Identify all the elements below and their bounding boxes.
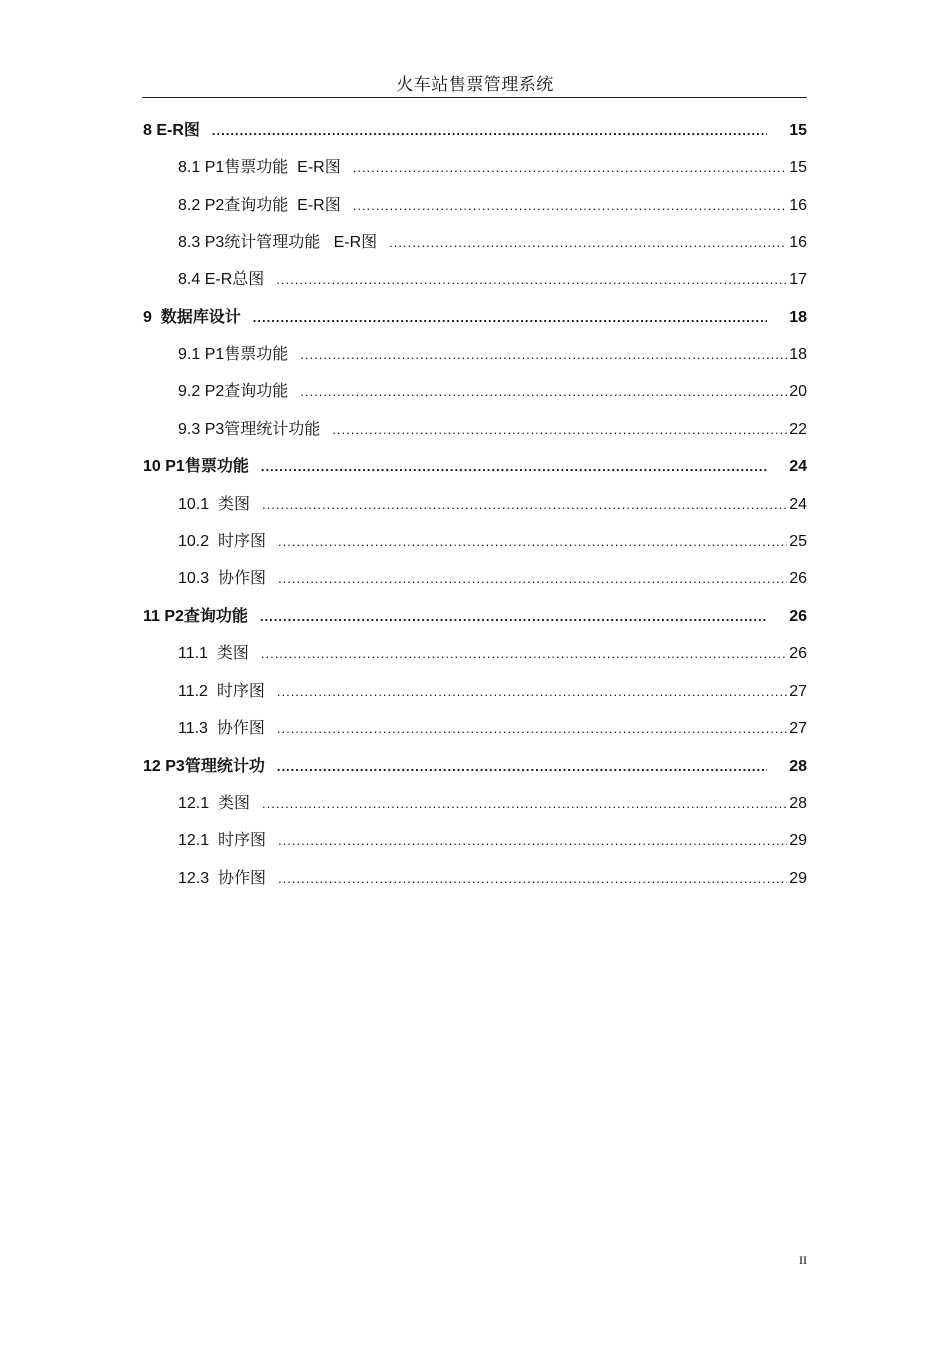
toc-entry[interactable] bbox=[178, 792, 807, 816]
toc-entry-page: 16 bbox=[789, 234, 807, 251]
toc-entry-label: 8.1 P1售票功能 E-R图 bbox=[178, 159, 341, 176]
toc-entry-label: 12.1 时序图 bbox=[178, 832, 267, 849]
dot-leader bbox=[300, 343, 787, 367]
toc-entry-label: 8.4 E-R总图 bbox=[178, 271, 265, 288]
header-rule bbox=[142, 97, 807, 98]
toc-entry[interactable] bbox=[178, 380, 807, 404]
toc-entry-label: 9 数据库设计 bbox=[143, 309, 241, 326]
toc-entry-label: 12.1 类图 bbox=[178, 795, 251, 812]
toc-entry-page: 24 bbox=[789, 458, 807, 475]
dot-leader bbox=[260, 605, 767, 629]
toc-entry-label: 11 P2查询功能 bbox=[143, 608, 248, 625]
toc-entry-label: 10.2 时序图 bbox=[178, 533, 267, 550]
toc-entry-page: 15 bbox=[789, 159, 807, 176]
dot-leader bbox=[262, 493, 787, 517]
toc-entry-label: 9.2 P2查询功能 bbox=[178, 383, 289, 400]
toc-entry-page: 28 bbox=[789, 795, 807, 812]
dot-leader bbox=[277, 717, 787, 741]
dot-leader bbox=[353, 194, 787, 218]
dot-leader bbox=[277, 755, 767, 779]
toc-entry-label: 8 E-R图 bbox=[143, 122, 200, 139]
dot-leader bbox=[300, 380, 787, 404]
toc-entry-label: 11.2 时序图 bbox=[178, 683, 265, 700]
toc-entry[interactable] bbox=[178, 829, 807, 853]
toc-entry[interactable] bbox=[178, 493, 807, 517]
toc-entry-label: 11.1 类图 bbox=[178, 645, 249, 662]
toc-entry[interactable] bbox=[143, 455, 807, 479]
toc-entry-label: 8.2 P2查询功能 E-R图 bbox=[178, 197, 341, 214]
toc-entry-page: 29 bbox=[789, 832, 807, 849]
dot-leader bbox=[212, 119, 767, 143]
toc-entry-page: 20 bbox=[789, 383, 807, 400]
toc-entry-page: 18 bbox=[789, 309, 807, 326]
toc-entry[interactable] bbox=[178, 530, 807, 554]
toc-entry[interactable] bbox=[178, 717, 807, 741]
toc-entry-page: 27 bbox=[789, 720, 807, 737]
toc-entry-page: 26 bbox=[789, 608, 807, 625]
toc-entry-page: 22 bbox=[789, 421, 807, 438]
toc-entry-page: 26 bbox=[789, 645, 807, 662]
toc-entry[interactable] bbox=[178, 867, 807, 891]
toc-entry-label: 9.3 P3管理统计功能 bbox=[178, 421, 321, 438]
toc-entry[interactable] bbox=[178, 680, 807, 704]
toc-entry[interactable] bbox=[178, 642, 807, 666]
toc-entry[interactable] bbox=[143, 605, 807, 629]
toc-entry-label: 8.3 P3统计管理功能 E-R图 bbox=[178, 234, 378, 251]
toc-entry-page: 28 bbox=[789, 758, 807, 775]
page-header-title: 火车站售票管理系统 bbox=[396, 75, 554, 94]
toc-entry-page: 24 bbox=[789, 496, 807, 513]
toc-entry[interactable] bbox=[178, 231, 807, 255]
dot-leader bbox=[261, 642, 787, 666]
toc-entry-page: 29 bbox=[789, 870, 807, 887]
toc-entry-label: 10 P1售票功能 bbox=[143, 458, 249, 475]
toc-entry-label: 12.3 协作图 bbox=[178, 870, 267, 887]
toc-entry[interactable] bbox=[178, 156, 807, 180]
dot-leader bbox=[261, 455, 767, 479]
toc-entry-page: 27 bbox=[789, 683, 807, 700]
toc-entry-page: 26 bbox=[789, 570, 807, 587]
toc-entry[interactable] bbox=[143, 306, 807, 330]
dot-leader bbox=[332, 418, 787, 442]
dot-leader bbox=[276, 268, 787, 292]
toc-entry-label: 9.1 P1售票功能 bbox=[178, 346, 289, 363]
toc-entry[interactable] bbox=[178, 194, 807, 218]
dot-leader bbox=[277, 680, 787, 704]
toc-entry-page: 25 bbox=[789, 533, 807, 550]
page-number: II bbox=[799, 1253, 807, 1267]
dot-leader bbox=[262, 792, 787, 816]
dot-leader bbox=[278, 567, 787, 591]
toc-entry-page: 16 bbox=[789, 197, 807, 214]
toc-entry[interactable] bbox=[143, 119, 807, 143]
toc-entry-label: 10.1 类图 bbox=[178, 496, 251, 513]
toc-entry[interactable] bbox=[178, 567, 807, 591]
toc-entry[interactable] bbox=[178, 268, 807, 292]
dot-leader bbox=[353, 156, 787, 180]
toc-entry-label: 11.3 协作图 bbox=[178, 720, 265, 737]
toc-entry[interactable] bbox=[143, 755, 807, 779]
toc-entry-page: 15 bbox=[789, 122, 807, 139]
toc-entry-page: 17 bbox=[789, 271, 807, 288]
toc-entry-label: 10.3 协作图 bbox=[178, 570, 267, 587]
dot-leader bbox=[253, 306, 767, 330]
toc-entry[interactable] bbox=[178, 418, 807, 442]
dot-leader bbox=[278, 867, 787, 891]
toc-entry-label: 12 P3管理统计功 bbox=[143, 758, 265, 775]
toc-entry-page: 18 bbox=[789, 346, 807, 363]
toc-entry[interactable] bbox=[178, 343, 807, 367]
dot-leader bbox=[278, 530, 787, 554]
dot-leader bbox=[278, 829, 787, 853]
dot-leader bbox=[389, 231, 787, 255]
